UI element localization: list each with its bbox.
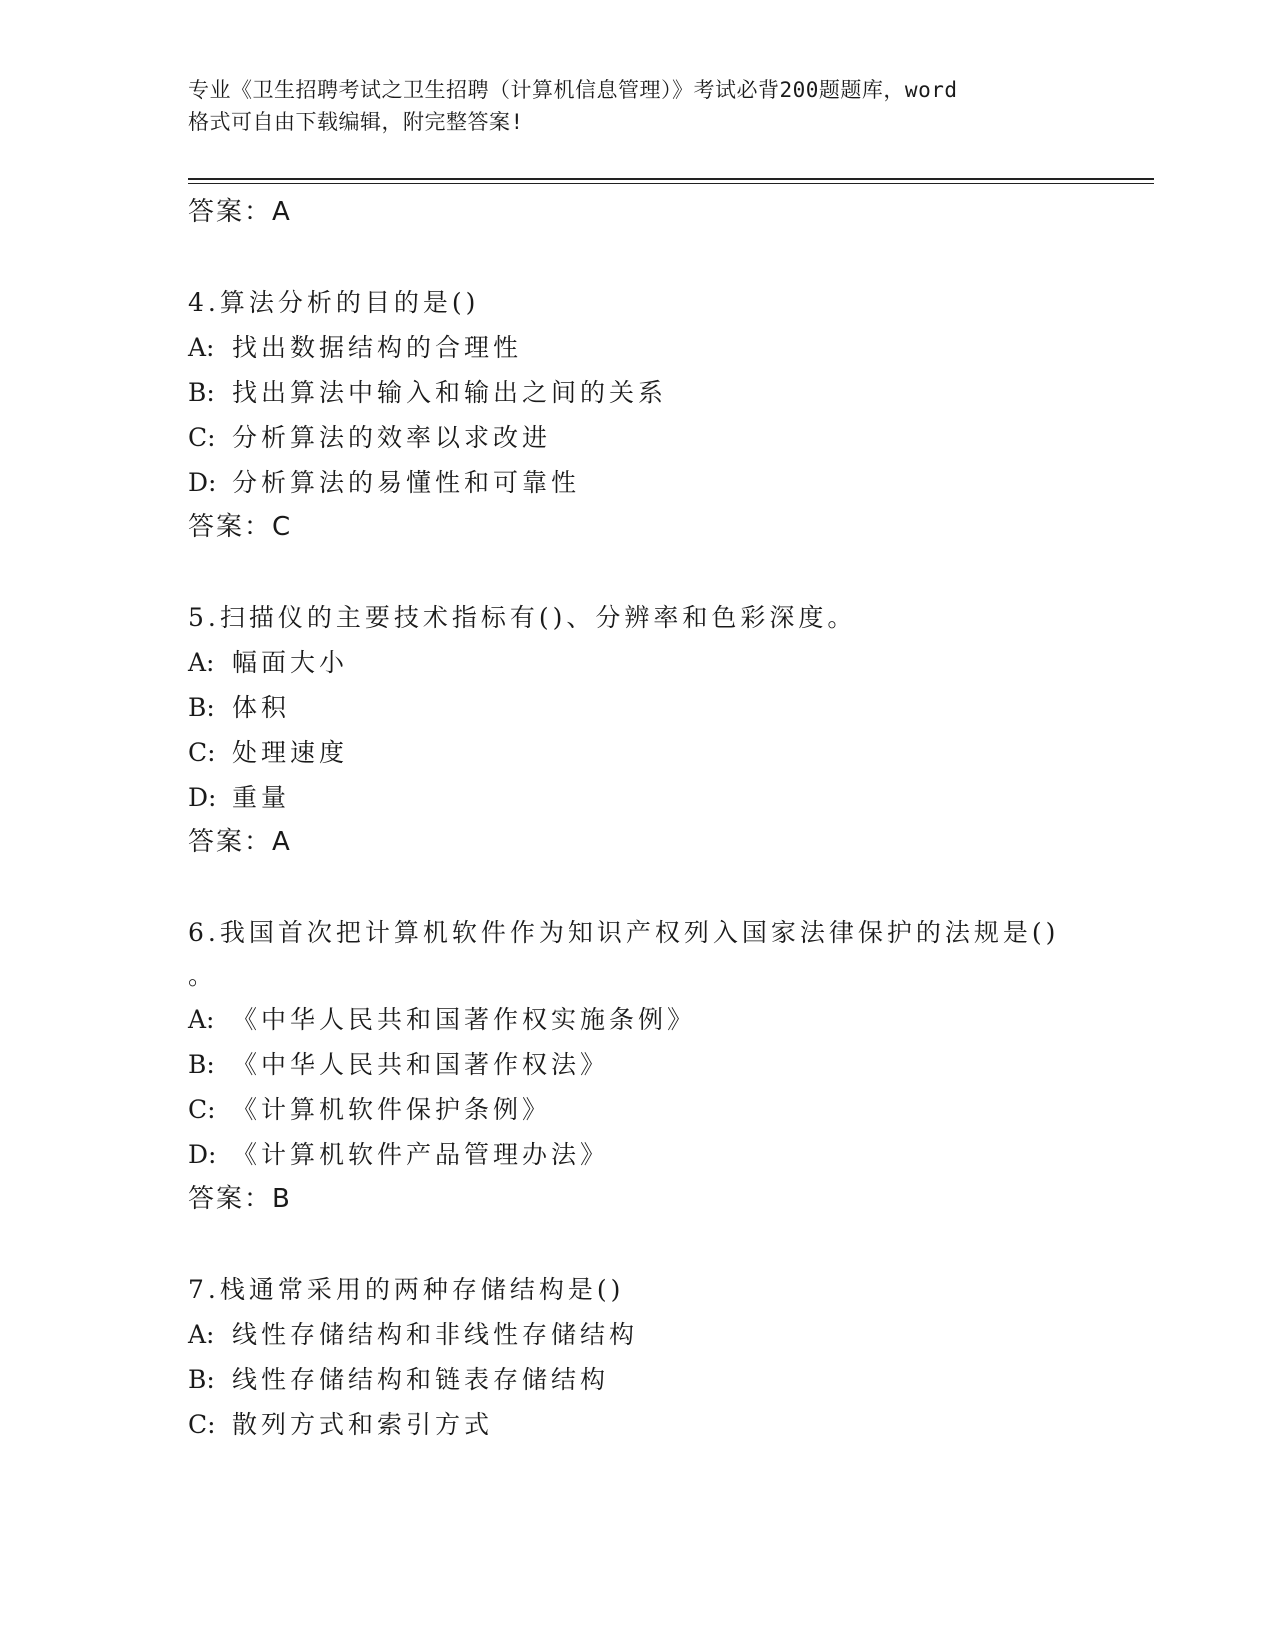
- option-text: 幅面大小: [232, 648, 349, 677]
- answer-line: 答案：A: [188, 827, 292, 857]
- option-a: [188, 1312, 1154, 1357]
- option-a: [188, 325, 1154, 370]
- header-line-1: 专业《卫生招聘考试之卫生招聘（计算机信息管理）》考试必背200题题库，word: [188, 78, 958, 102]
- option-text: 《中华人民共和国著作权实施条例》: [232, 1005, 697, 1034]
- question-text: 7.栈通常采用的两种存储结构是(): [188, 1275, 625, 1304]
- header-line-2: 格式可自由下载编辑，附完整答案!: [188, 110, 524, 134]
- option-b: [188, 1042, 1154, 1087]
- option-letter: B:: [188, 1365, 215, 1394]
- question-text-continued: 。: [188, 961, 214, 990]
- option-letter: D:: [188, 468, 217, 497]
- spacer: [188, 865, 1154, 910]
- option-letter: B:: [188, 1050, 215, 1079]
- option-a: [188, 640, 1154, 685]
- option-text: 分析算法的效率以求改进: [232, 423, 552, 452]
- option-d: [188, 1132, 1154, 1177]
- spacer: [188, 550, 1154, 595]
- option-text: 分析算法的易懂性和可靠性: [232, 468, 581, 497]
- answer-line: 答案：B: [188, 1184, 292, 1214]
- question-block: [188, 910, 1154, 1222]
- question-block: [188, 595, 1154, 865]
- option-text: 找出算法中输入和输出之间的关系: [232, 378, 668, 407]
- option-c: [188, 730, 1154, 775]
- answer-line: 答案：C: [188, 512, 293, 542]
- option-letter: A:: [188, 648, 215, 677]
- question-text: 4.算法分析的目的是(): [188, 288, 480, 317]
- option-text: 重量: [232, 783, 291, 812]
- question-list: [188, 190, 1154, 1447]
- option-a: [188, 997, 1154, 1042]
- spacer: [188, 235, 1154, 280]
- option-text: 散列方式和索引方式: [232, 1410, 494, 1439]
- option-b: [188, 685, 1154, 730]
- header-divider-thin: [188, 183, 1154, 184]
- option-text: 《计算机软件保护条例》: [232, 1095, 552, 1124]
- option-text: 处理速度: [232, 738, 349, 767]
- option-d: [188, 775, 1154, 820]
- option-c: [188, 415, 1154, 460]
- option-text: 《计算机软件产品管理办法》: [232, 1140, 610, 1169]
- option-text: 线性存储结构和非线性存储结构: [232, 1320, 639, 1349]
- option-letter: D:: [188, 783, 217, 812]
- option-letter: C:: [188, 1095, 216, 1124]
- option-letter: A:: [188, 1320, 215, 1349]
- option-d: [188, 460, 1154, 505]
- option-letter: C:: [188, 1410, 216, 1439]
- option-letter: D:: [188, 1140, 217, 1169]
- option-letter: B:: [188, 693, 215, 722]
- spacer: [188, 1222, 1154, 1267]
- page-header: [188, 74, 1088, 138]
- option-letter: A:: [188, 333, 215, 362]
- option-text: 找出数据结构的合理性: [232, 333, 523, 362]
- question-block: [188, 280, 1154, 550]
- option-b: [188, 1357, 1154, 1402]
- option-letter: A:: [188, 1005, 215, 1034]
- option-text: 体积: [232, 693, 291, 722]
- option-text: 线性存储结构和链表存储结构: [232, 1365, 610, 1394]
- question-text: 5.扫描仪的主要技术指标有()、分辨率和色彩深度。: [188, 603, 857, 632]
- option-letter: C:: [188, 423, 216, 452]
- option-letter: B:: [188, 378, 215, 407]
- question-block: [188, 1267, 1154, 1447]
- option-b: [188, 370, 1154, 415]
- option-letter: C:: [188, 738, 216, 767]
- answer-line: 答案：A: [188, 197, 292, 227]
- header-divider-thick: [188, 178, 1154, 180]
- option-text: 《中华人民共和国著作权法》: [232, 1050, 610, 1079]
- question-text: 6.我国首次把计算机软件作为知识产权列入国家法律保护的法规是(): [188, 918, 1060, 947]
- option-c: [188, 1402, 1154, 1447]
- option-c: [188, 1087, 1154, 1132]
